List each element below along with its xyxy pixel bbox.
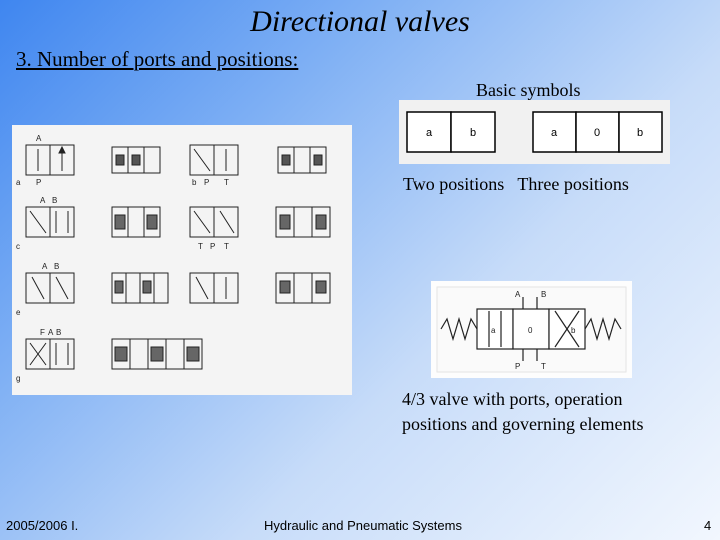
row-letter-g: g: [16, 374, 21, 383]
v43-port-b: B: [541, 290, 547, 299]
basic-symbols-label: Basic symbols: [476, 80, 581, 100]
port-d-p: P: [210, 242, 216, 251]
valve-4-3-panel: [431, 281, 632, 378]
port-g-f: F: [40, 328, 45, 337]
port-c-a: A: [40, 196, 46, 205]
port-c-b: B: [52, 196, 58, 205]
caption-line-2: positions and governing elements: [402, 414, 644, 434]
basic-symbols-drawing: [399, 100, 670, 164]
caption-line-1: 4/3 valve with ports, operation: [402, 389, 623, 409]
port-g-b: B: [56, 328, 62, 337]
valve-symbols-drawing: [12, 125, 352, 395]
v43-pos-b: b: [571, 326, 576, 335]
basic-two-b: b: [469, 127, 477, 139]
port-a1: A: [36, 134, 42, 143]
v43-pos-a: a: [491, 326, 496, 335]
valve-4-3-drawing: [431, 281, 632, 378]
row-letter-c: c: [16, 242, 20, 251]
row-letter-a: a: [16, 178, 21, 187]
basic-three-0: 0: [593, 127, 601, 139]
port-d-t1: T: [198, 242, 203, 251]
port-b: b: [192, 178, 197, 187]
footer-date: 2005/2006 I.: [6, 518, 79, 533]
port-b-p: P: [204, 178, 210, 187]
valve-symbols-panel: [12, 125, 352, 395]
basic-three-b: b: [636, 127, 644, 139]
port-e-a: A: [42, 262, 48, 271]
port-d-t2: T: [224, 242, 229, 251]
port-p1: P: [36, 178, 42, 187]
footer-course: Hydraulic and Pneumatic Systems: [264, 518, 462, 533]
port-b-t: T: [224, 178, 229, 187]
v43-port-a: A: [515, 290, 521, 299]
v43-pos-0: 0: [528, 326, 533, 335]
port-g-a: A: [48, 328, 54, 337]
port-e-b: B: [54, 262, 60, 271]
valve-caption: [402, 387, 702, 437]
v43-port-t: T: [541, 362, 546, 371]
v43-port-p: P: [515, 362, 521, 371]
slide-title: Directional valves: [250, 5, 470, 38]
basic-two-a: a: [425, 127, 433, 139]
row-letter-e: e: [16, 308, 21, 317]
basic-symbols-panel: [399, 100, 670, 164]
slide-subtitle: 3. Number of ports and positions:: [16, 47, 299, 71]
page-number: 4: [704, 518, 712, 533]
basic-three-a: a: [550, 127, 558, 139]
positions-label: Two positions Three positions: [403, 174, 629, 194]
